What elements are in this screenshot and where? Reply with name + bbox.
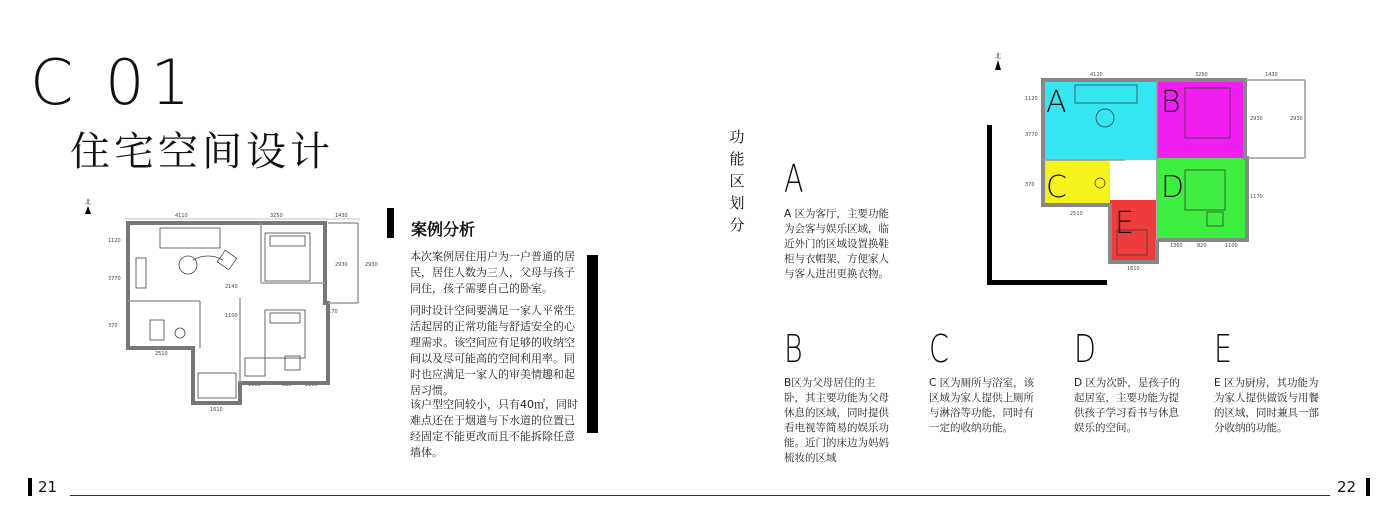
floor-plan-left <box>80 198 380 416</box>
svg-text:2510: 2510 <box>1070 211 1083 217</box>
zone-c-letter: C <box>929 327 949 371</box>
svg-text:820: 820 <box>282 382 292 388</box>
svg-text:1100: 1100 <box>1225 243 1238 249</box>
case-paragraph-1: 本次案例居住用户为一户普通的居民，居住人数为三人，父母与孩子同住，孩子需要自己的卧室。 <box>410 250 575 295</box>
svg-text:1120: 1120 <box>1025 96 1038 102</box>
svg-text:3250: 3250 <box>270 213 283 219</box>
svg-text:1610: 1610 <box>1127 266 1140 272</box>
svg-text:B: B <box>1161 85 1181 120</box>
svg-text:1360: 1360 <box>248 382 261 388</box>
zone-a-letter: A <box>784 157 804 201</box>
zone-e-text: E 区为厨房，其功能为为家人提供做饭与用餐的区域，同时兼具一部分收纳的功能。 <box>1214 377 1319 434</box>
svg-text:1170: 1170 <box>325 309 338 315</box>
svg-text:2140: 2140 <box>225 284 238 290</box>
svg-text:2930: 2930 <box>1290 116 1303 122</box>
page-title: 住宅空间设计 <box>70 129 334 175</box>
svg-text:2930: 2930 <box>1250 116 1263 122</box>
svg-text:C: C <box>1046 170 1067 205</box>
svg-text:2510: 2510 <box>155 351 168 357</box>
page-bar-left <box>28 478 32 496</box>
svg-text:1430: 1430 <box>335 213 348 219</box>
zone-d-text: D 区为次卧，是孩子的起居室，主要功能为提供孩子学习看书与休息娱乐的空间。 <box>1074 377 1180 434</box>
svg-text:370: 370 <box>108 323 118 329</box>
zone-b-letter: B <box>784 327 803 371</box>
svg-text:1430: 1430 <box>1265 72 1278 78</box>
svg-text:370: 370 <box>1025 182 1035 188</box>
footer-rule <box>70 495 1330 496</box>
svg-text:1360: 1360 <box>1170 243 1183 249</box>
floor-plan-zoned <box>985 50 1315 290</box>
zone-b-text: B区为父母居住的主卧，其主要功能为父母休息的区域，同时提供看电视等简易的娱乐功能。近门的床边为妈妈梳妆的区域 <box>784 377 889 464</box>
svg-text:1610: 1610 <box>210 407 223 413</box>
page-number-left: 21 <box>38 478 58 496</box>
zone-a-text: A 区为客厅，主要功能为会客与娱乐区域，临近外门的区域设置换鞋柜与衣帽架，方便家人与客人进出更换衣物。 <box>784 208 890 280</box>
north-arrow-icon <box>995 52 1001 70</box>
svg-text:A: A <box>1046 85 1067 120</box>
svg-text:820: 820 <box>1197 243 1207 249</box>
svg-text:3770: 3770 <box>108 276 121 282</box>
case-paragraph-3: 该户型空间较小，只有40㎡，同时难点还在于烟道与下水道的位置已经固定不能更改而且不能拆除任意墙体。 <box>410 398 578 459</box>
chapter-code: C 01 <box>30 46 196 119</box>
section-marker-bar <box>387 208 394 238</box>
svg-text:2930: 2930 <box>335 262 348 268</box>
case-analysis-heading: 案例分析 <box>411 220 476 239</box>
svg-text:1100: 1100 <box>305 382 318 388</box>
svg-text:1170: 1170 <box>1250 194 1263 200</box>
svg-text:1100: 1100 <box>225 313 238 319</box>
svg-text:北: 北 <box>995 53 1002 60</box>
svg-text:2930: 2930 <box>365 262 378 268</box>
north-arrow-icon <box>85 198 91 214</box>
zone-e-letter: E <box>1214 327 1233 371</box>
svg-text:D: D <box>1161 170 1185 205</box>
svg-text:3770: 3770 <box>1025 132 1038 138</box>
svg-text:3250: 3250 <box>1195 72 1208 78</box>
page-bar-right <box>1366 478 1370 496</box>
zone-d-letter: D <box>1074 327 1096 371</box>
svg-text:E: E <box>1115 206 1134 241</box>
divider-bar <box>587 255 598 433</box>
zone-c-text: C 区为厕所与浴室，该区域为家人提供上厕所与淋浴等功能，同时有一定的收纳功能。 <box>929 377 1035 434</box>
page-number-right: 22 <box>1337 478 1357 496</box>
svg-text:1120: 1120 <box>108 238 121 244</box>
case-paragraph-2: 同时设计空间要满足一家人平常生活起居的正常功能与舒适安全的心理需求。该空间应有足够的收纳空间以及尽可能高的空间利用率。同时也应满足一家人的审美情趣和起居习惯。 <box>410 304 575 397</box>
svg-text:北: 北 <box>85 199 92 206</box>
svg-text:4110: 4110 <box>1090 72 1103 78</box>
zoning-vertical-title: 功 能 区 划 分 <box>729 128 745 234</box>
svg-text:4110: 4110 <box>175 213 188 219</box>
